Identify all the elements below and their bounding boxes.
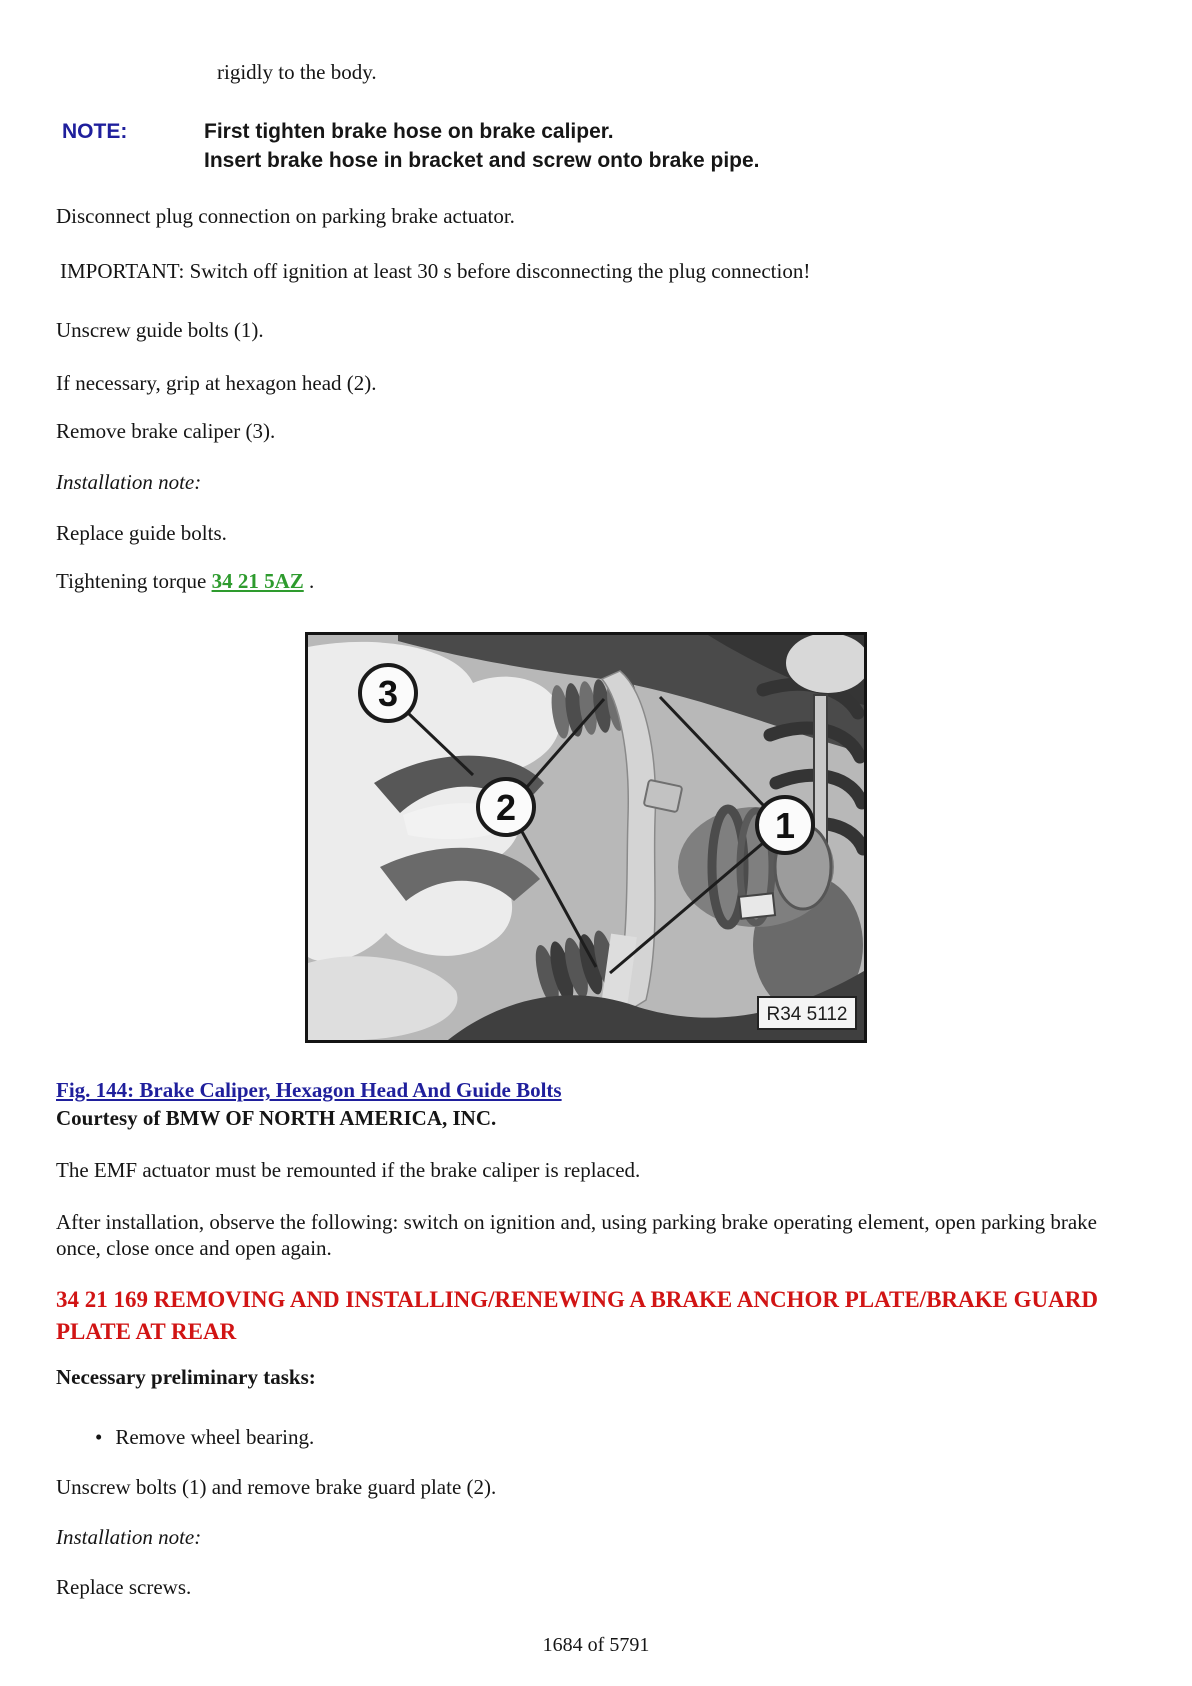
figure-ref-label-text: R34 5112 (766, 1004, 848, 1025)
callout-2 (478, 779, 534, 835)
list-item (56, 1424, 1179, 1450)
page-number: 1684 of 5791 (542, 1634, 650, 1656)
brake-caliper-photo (308, 635, 864, 1040)
figure-ref-label (758, 997, 856, 1029)
figure-photo (305, 632, 867, 1043)
intro-fragment: rigidly to the body. (217, 60, 377, 84)
paragraph-replace-guide-bolts: Replace guide bolts. (56, 521, 227, 545)
callout-2-number: 2 (495, 787, 517, 828)
torque-text-suffix: . (303, 569, 315, 593)
section-heading: 34 21 169 REMOVING AND INSTALLING/RENEWING A BRAKE ANCHOR PLATE/BRAKE GUARD PLATE AT REAR (56, 1287, 1098, 1344)
installation-note-heading-1: Installation note: (56, 470, 202, 494)
paragraph-emf: The EMF actuator must be remounted if the brake caliper is replaced. (56, 1158, 641, 1182)
necessary-tasks-heading: Necessary preliminary tasks: (56, 1365, 316, 1389)
note-label: NOTE: (62, 120, 128, 143)
list-item-text: • Remove wheel bearing. (115, 1425, 315, 1449)
paragraph-tightening-torque (56, 568, 1140, 594)
callout-3-number: 3 (377, 673, 399, 714)
figure-caption-link[interactable]: Fig. 144: Brake Caliper, Hexagon Head And Guide Bolts (56, 1078, 562, 1102)
installation-note-heading-2: Installation note: (56, 1525, 202, 1549)
paragraph-after-installation: After installation, observe the following: switch on ignition and, using parking brake operating element, open parking brake once, close once and open again. (56, 1210, 1097, 1260)
note-block (62, 117, 1142, 175)
paragraph-grip-hexagon: If necessary, grip at hexagon head (2). (56, 371, 377, 395)
paragraph-unscrew-guide-bolts: Unscrew guide bolts (1). (56, 318, 264, 342)
note-line-1: First tighten brake hose on brake caliper. (204, 120, 614, 143)
note-text (204, 117, 760, 175)
torque-spec-link[interactable]: 34 21 5AZ (211, 569, 304, 593)
figure-caption-courtesy: Courtesy of BMW OF NORTH AMERICA, INC. (56, 1106, 497, 1130)
paragraph-remove-caliper: Remove brake caliper (3). (56, 419, 276, 443)
callout-3 (360, 665, 416, 721)
figure-caption (56, 1076, 1140, 1132)
paragraph-replace-screws: Replace screws. (56, 1575, 192, 1599)
torque-text-prefix: Tightening torque (56, 569, 212, 593)
paragraph-important: IMPORTANT: Switch off ignition at least 30 s before disconnecting the plug connection! (60, 259, 811, 283)
callout-1-number: 1 (774, 805, 796, 846)
callout-1 (757, 797, 813, 853)
note-line-2: Insert brake hose in bracket and screw onto brake pipe. (204, 149, 760, 172)
paragraph-unscrew-bolts: Unscrew bolts (1) and remove brake guard plate (2). (56, 1475, 497, 1499)
paragraph-disconnect: Disconnect plug connection on parking brake actuator. (56, 204, 515, 228)
